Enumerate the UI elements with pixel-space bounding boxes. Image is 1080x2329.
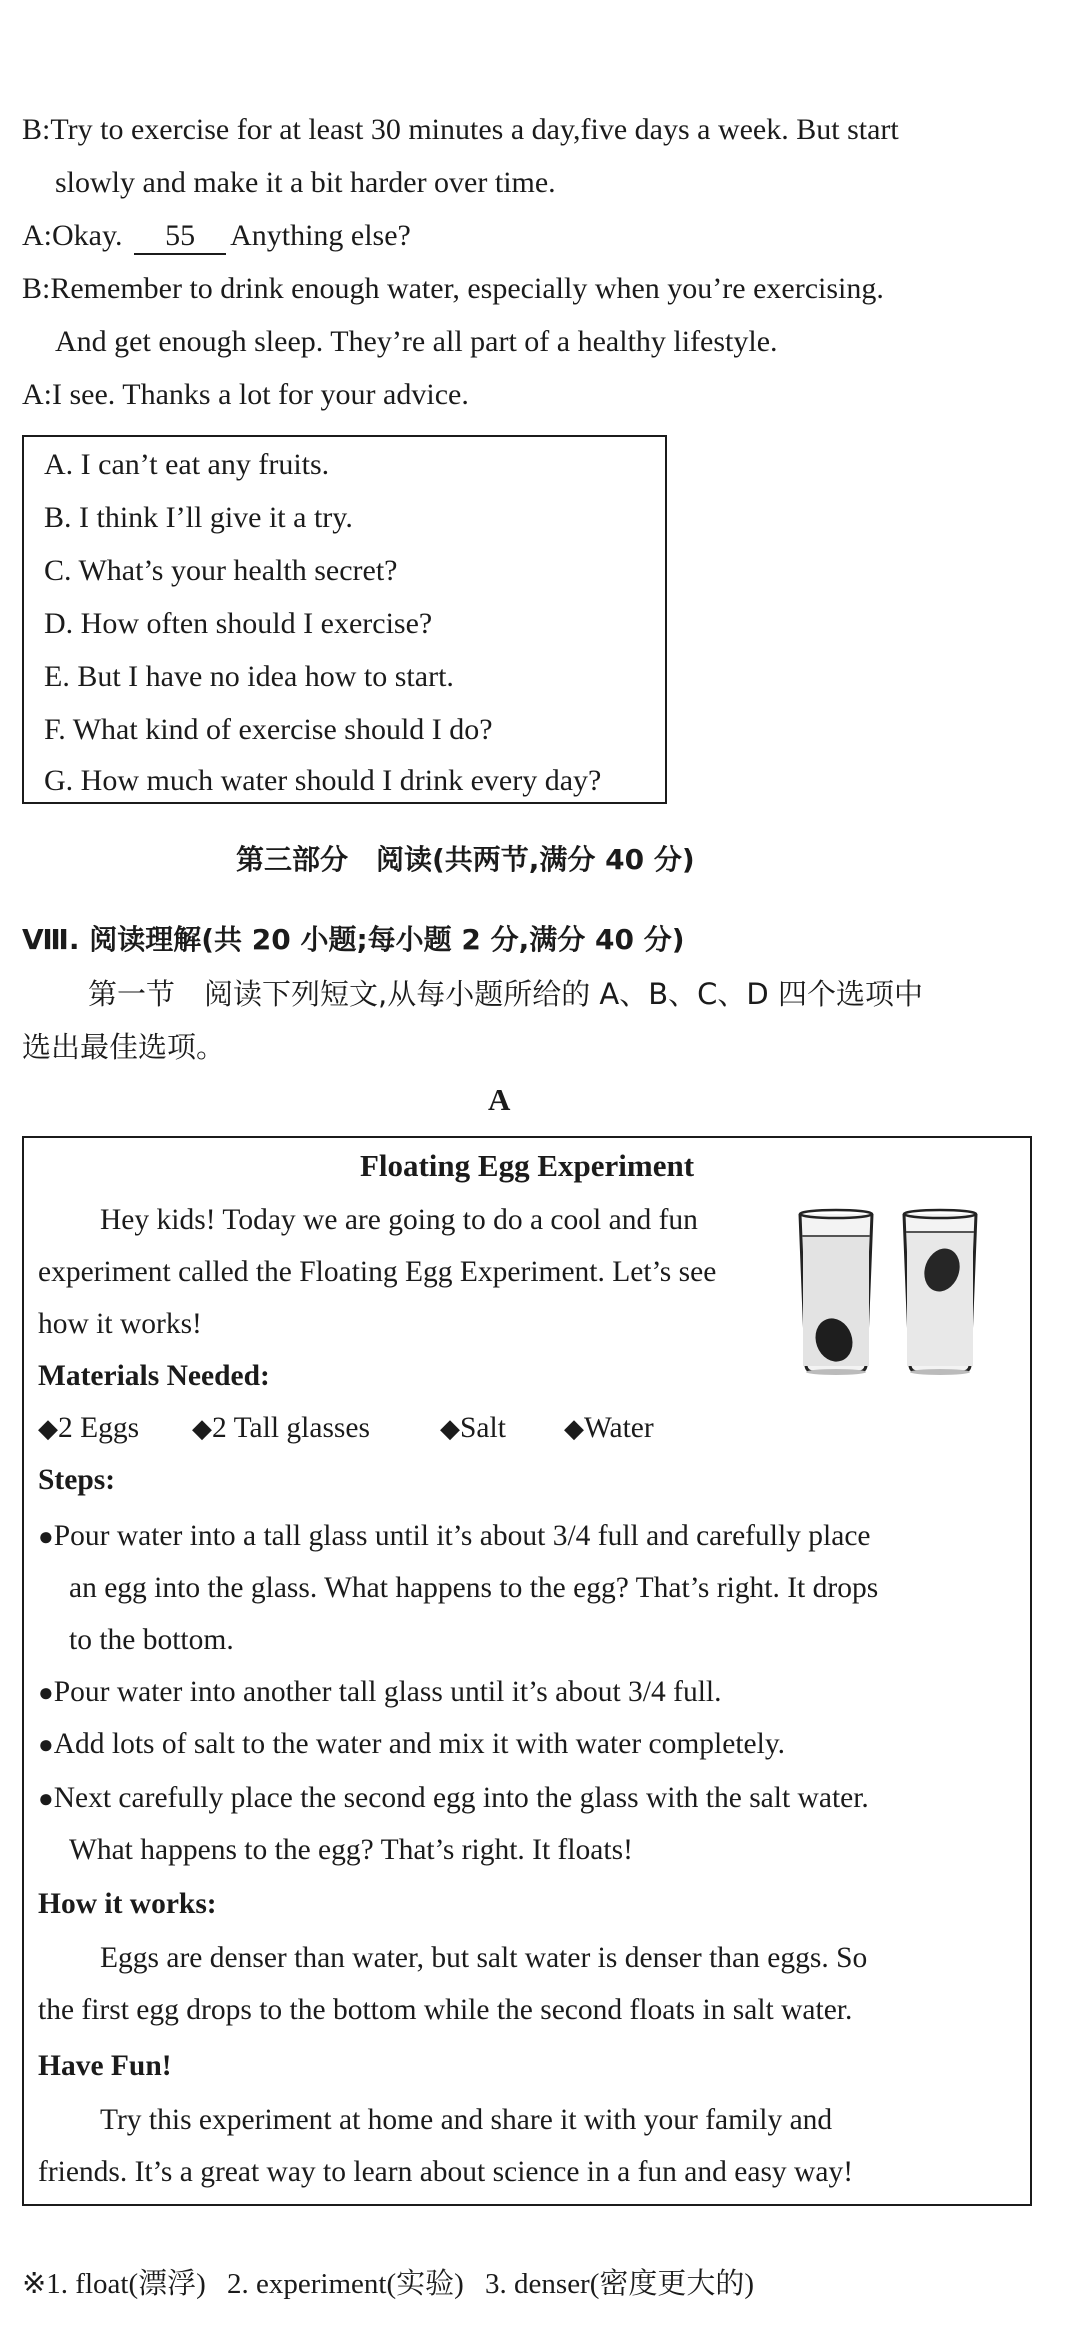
glass-left: [800, 1210, 872, 1375]
circle-bullet-icon: ●: [38, 1784, 54, 1813]
dialogue-text: slowly and make it a bit harder over time.: [55, 166, 556, 199]
material-item: ◆2 Eggs: [38, 1412, 140, 1444]
intro-line-2: experiment called the Floating Egg Experiment. Let’s see: [38, 1256, 717, 1288]
dialogue-line-2: [55, 163, 556, 203]
dialogue-text: I see. Thanks a lot for your advice.: [52, 378, 469, 411]
speaker: A: [22, 378, 44, 411]
option-b: B. I think I’ll give it a try.: [44, 501, 353, 534]
dialogue-line-4: B:Remember to drink enough water, especially when you’re exercising.: [22, 272, 884, 305]
step-4-line-2: What happens to the egg? That’s right. It floats!: [69, 1834, 633, 1866]
circle-bullet-icon: ●: [38, 1522, 54, 1551]
fun-line-2: friends. It’s a great way to learn about science in a fun and easy way!: [38, 2156, 854, 2188]
how-line-1: Eggs are denser than water, but salt water is denser than eggs. So: [100, 1942, 868, 1974]
step-4-line-1: ●Next carefully place the second egg into the glass with the salt water.: [38, 1782, 869, 1814]
dialogue-line-5: [55, 322, 778, 362]
dialogue-line-6: A:I see. Thanks a lot for your advice.: [22, 378, 469, 411]
step-1-line-2: an egg into the glass. What happens to the egg? That’s right. It drops: [69, 1572, 879, 1604]
passage-label: A: [488, 1082, 511, 1117]
circle-bullet-icon: ●: [38, 1730, 54, 1759]
glossary-item: ※1. float(漂浮): [22, 2268, 206, 2300]
glossary-item: 3. denser(密度更大的): [485, 2268, 755, 2300]
dialogue-text: Try to exercise for at least 30 minutes a day,five days a week. But start: [50, 113, 899, 146]
option-a: A. I can’t eat any fruits.: [44, 448, 330, 481]
speaker: B: [22, 113, 43, 146]
materials-list: [38, 1408, 938, 1452]
options-box: [22, 435, 667, 804]
glass-right: [904, 1210, 976, 1375]
section-heading: Ⅷ. 阅读理解(共 20 小题;每小题 2 分,满分 40 分): [22, 923, 685, 956]
fun-line-1: Try this experiment at home and share it with your family and: [100, 2104, 833, 2136]
how-heading: How it works:: [38, 1888, 217, 1920]
option-e: E. But I have no idea how to start.: [44, 660, 454, 693]
option-f: F. What kind of exercise should I do?: [44, 713, 493, 746]
circle-bullet-icon: ●: [38, 1678, 54, 1707]
step-3: ●Add lots of salt to the water and mix it with water completely.: [38, 1728, 786, 1760]
option-d: D. How often should I exercise?: [44, 607, 433, 640]
diamond-bullet-icon: ◆: [38, 1414, 58, 1443]
glossary: [22, 2264, 768, 2304]
glossary-item: 2. experiment(实验): [227, 2268, 464, 2300]
diamond-bullet-icon: ◆: [564, 1414, 584, 1443]
materials-heading: Materials Needed:: [38, 1360, 270, 1392]
fun-heading: Have Fun!: [38, 2050, 172, 2082]
step-1-line-1: ●Pour water into a tall glass until it’s about 3/4 full and carefully place: [38, 1520, 871, 1552]
step-1-line-3: to the bottom.: [69, 1624, 234, 1656]
option-g: G. How much water should I drink every day?: [44, 764, 602, 797]
dialogue-text: Remember to drink enough water, especially when you’re exercising.: [50, 272, 884, 305]
diamond-bullet-icon: ◆: [192, 1414, 212, 1443]
intro-line-3: how it works!: [38, 1308, 202, 1340]
dialogue-line-1: B:Try to exercise for at least 30 minutes a day,five days a week. But start: [22, 113, 899, 146]
step-2: ●Pour water into another tall glass until it’s about 3/4 full.: [38, 1676, 722, 1708]
answer-blank-55: 55: [134, 219, 226, 255]
steps-heading: Steps:: [38, 1464, 116, 1496]
speaker: A: [22, 219, 44, 252]
instructions-line-2: 选出最佳选项。: [22, 1030, 226, 1064]
option-c: C. What’s your health secret?: [44, 554, 398, 587]
intro-line-1: Hey kids! Today we are going to do a cool and fun: [100, 1204, 698, 1236]
instructions-line-1: 第一节 阅读下列短文,从每小题所给的 A、B、C、D 四个选项中: [88, 977, 923, 1011]
material-item: ◆2 Tall glasses: [192, 1412, 370, 1444]
material-item: ◆Water: [564, 1412, 654, 1444]
diamond-bullet-icon: ◆: [440, 1414, 460, 1443]
dialogue-text: And get enough sleep. They’re all part of a healthy lifestyle.: [55, 325, 778, 358]
egg-glasses-illustration: [792, 1208, 992, 1378]
material-item: ◆Salt: [440, 1412, 506, 1444]
article-title: Floating Egg Experiment: [359, 1148, 695, 1183]
part-heading: 第三部分 阅读(共两节,满分 40 分): [236, 843, 695, 876]
how-line-2: the first egg drops to the bottom while the second floats in salt water.: [38, 1994, 853, 2026]
speaker: B: [22, 272, 43, 305]
dialogue-line-3: A:Okay. 55 Anything else?: [22, 216, 411, 256]
